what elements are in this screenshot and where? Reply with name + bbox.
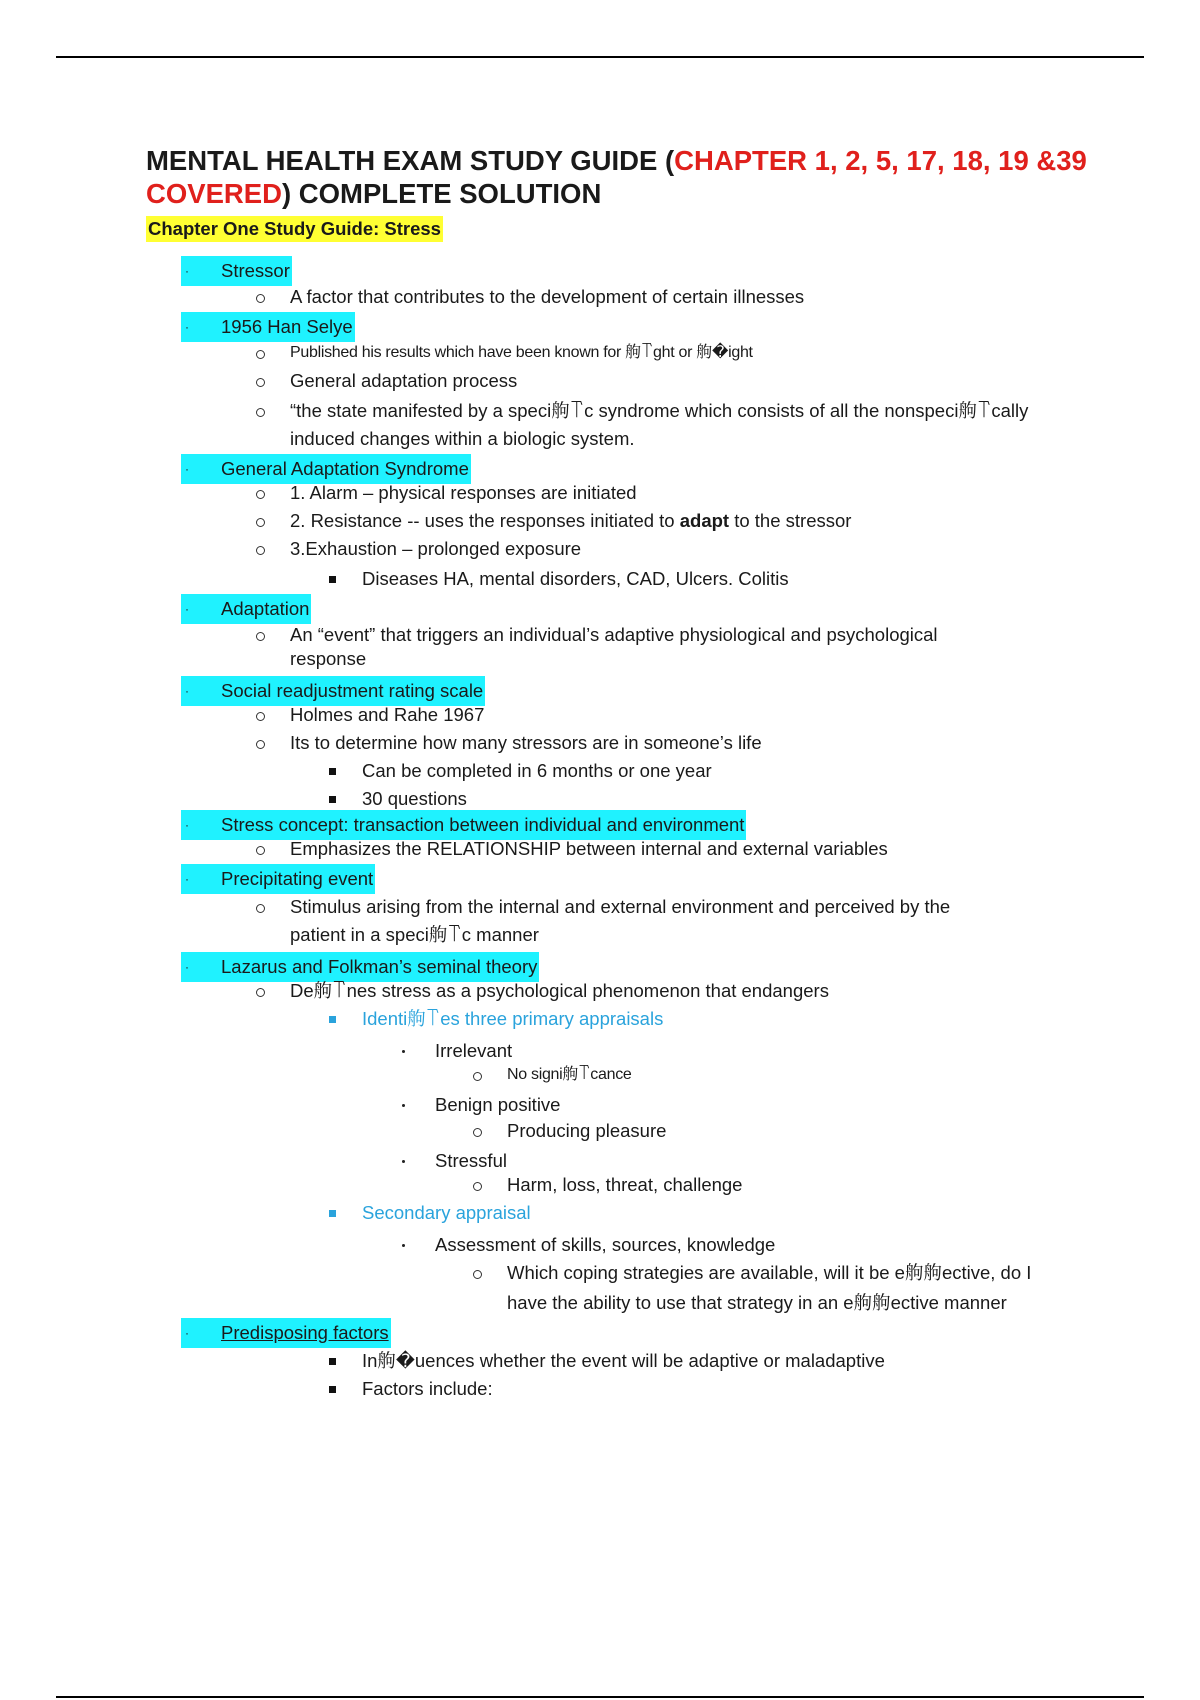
list-item: Identi䑦꓅es three primary appraisals: [146, 1004, 1136, 1034]
list-item: “the state manifested by a speci䑦꓅c syndrome which consists of all the nonspeci䑦꓅cally: [146, 396, 1136, 426]
topic-lazarus-folkman: · Lazarus and Folkman’s seminal theory: [181, 952, 1136, 982]
list-item: No signi䑦꓅cance: [146, 1060, 1136, 1090]
list-item: De䑦꓅nes stress as a psychological phenomenon that endangers: [146, 976, 1136, 1006]
topic-general-adaptation-syndrome: · General Adaptation Syndrome: [181, 454, 1136, 484]
list-item: Diseases HA, mental disorders, CAD, Ulcers. Colitis: [146, 564, 1136, 594]
list-item: An “event” that triggers an individual’s adaptive physiological and psychological: [146, 620, 1136, 650]
list-item: Holmes and Rahe 1967: [146, 700, 1136, 730]
topic-selye: · 1956 Han Selye: [181, 312, 1136, 342]
title-prefix: MENTAL HEALTH EXAM STUDY GUIDE (: [146, 145, 675, 176]
list-item: 30 questions: [146, 784, 1136, 814]
list-item: Assessment of skills, sources, knowledge: [146, 1230, 1136, 1260]
chapter-heading: Chapter One Study Guide: Stress: [146, 216, 443, 242]
list-item: In䑦�uences whether the event will be adaptive or maladaptive: [146, 1346, 1136, 1376]
list-item: Can be completed in 6 months or one year: [146, 756, 1136, 786]
list-item: Irrelevant: [146, 1036, 1136, 1066]
list-item: Published his results which have been known for 䑦꓅ght or 䑦�ight: [146, 338, 1136, 368]
list-item: Stimulus arising from the internal and external environment and perceived by the: [146, 892, 1136, 922]
list-item: 1. Alarm – physical responses are initiated: [146, 478, 1136, 508]
topic-stressor: · Stressor: [181, 256, 1136, 286]
list-item: 2. Resistance -- uses the responses initiated to adapt to the stressor: [146, 506, 1136, 536]
list-item: Factors include:: [146, 1374, 1136, 1404]
document-title: [146, 144, 1136, 210]
bottom-rule: [56, 1696, 1144, 1698]
list-item: Emphasizes the RELATIONSHIP between internal and external variables: [146, 834, 1136, 864]
list-item: Benign positive: [146, 1090, 1136, 1120]
list-item: Stressful: [146, 1146, 1136, 1176]
topic-social-readjustment: · Social readjustment rating scale: [181, 676, 1136, 706]
list-item: A factor that contributes to the development of certain illnesses: [146, 282, 1136, 312]
list-item-continued: induced changes within a biologic system.: [290, 428, 635, 449]
topic-precipitating-event: · Precipitating event: [181, 864, 1136, 894]
topic-adaptation: · Adaptation: [181, 594, 1136, 624]
title-chapters: CHAPTER 1, 2, 5, 17, 18, 19 &39 COVERED: [146, 145, 1087, 209]
list-item: General adaptation process: [146, 366, 1136, 396]
topic-stress-concept: · Stress concept: transaction between individual and environment: [181, 810, 1136, 840]
list-item: Its to determine how many stressors are in someone’s life: [146, 728, 1136, 758]
topic-predisposing-factors: · Predisposing factors: [181, 1318, 1136, 1348]
top-rule: [56, 56, 1144, 58]
list-item: Harm, loss, threat, challenge: [146, 1170, 1136, 1200]
document-page: [146, 144, 1136, 1404]
list-item-continued: patient in a speci䑦꓅c manner: [290, 924, 539, 945]
study-guide-body: [146, 256, 1136, 1404]
list-item: Which coping strategies are available, will it be e䑦䑦ective, do I: [146, 1258, 1136, 1288]
list-item: 3.Exhaustion – prolonged exposure: [146, 534, 1136, 564]
list-item-continued: have the ability to use that strategy in an e䑦䑦ective manner: [507, 1292, 1007, 1313]
list-item-continued: response: [290, 648, 367, 669]
list-item: Secondary appraisal: [146, 1198, 1136, 1228]
list-item: Producing pleasure: [146, 1116, 1136, 1146]
title-suffix: ) COMPLETE SOLUTION: [282, 178, 602, 209]
